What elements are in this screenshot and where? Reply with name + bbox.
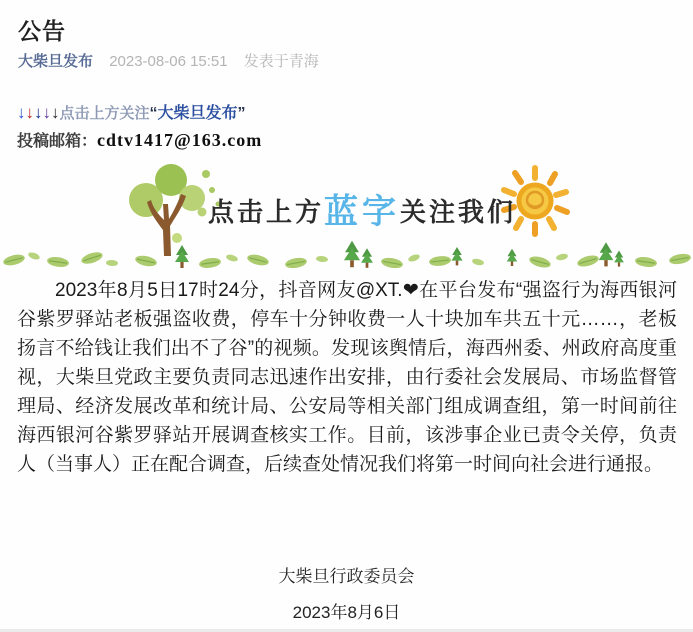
banner-text-after: 关注我们 xyxy=(400,197,517,227)
article-signature: 大柴旦行政委员会 xyxy=(278,567,415,586)
publish-location: 发表于青海 xyxy=(243,53,319,70)
publish-time: 2023-08-06 15:51 xyxy=(109,53,228,70)
down-arrow-icon: ↓ xyxy=(42,103,51,122)
banner-slogan xyxy=(208,182,516,231)
banner-blue-word[interactable]: 蓝字 xyxy=(324,193,401,231)
banner-illustration xyxy=(0,158,693,270)
down-arrow-icon: ↓ xyxy=(25,103,34,122)
close-quote: ” xyxy=(237,105,246,122)
follow-label: 点击上方关注 xyxy=(59,105,150,122)
article-meta xyxy=(18,50,319,71)
email-label: 投稿邮箱： xyxy=(17,133,98,150)
follow-prompt xyxy=(17,100,246,123)
submission-email xyxy=(17,128,262,151)
article-paragraph: 2023年8月5日17时24分，抖音网友@XT.❤在平台发布“强盗行为海西银河谷紫罗驿站老板强盗收费，停车十分钟收费一人十块加车共五十元……，老板扬言不给钱让我们出不了谷”的视频。发现该舆情后，海西州委、州政府高度重视，大柴旦党政主要负责同志迅速作出安排，由行委社会发展局、市场监督管理局、经济发展改革和统计局、公安局等相关部门组成调查组，第一时间前往海西银河谷紫罗驿站开展调查核实工作。目前，该涉事企业已责令关停，负责人（当事人）正在配合调查，后续查处情况我们将第一时间向社会进行通报。 xyxy=(17,280,677,475)
follow-account-name[interactable]: 大柴旦发布 xyxy=(157,105,238,122)
article-date: 2023年8月6日 xyxy=(292,603,401,622)
account-link[interactable]: 大柴旦发布 xyxy=(18,53,94,70)
down-arrow-icon: ↓ xyxy=(51,103,60,122)
banner-text-before: 点击上方 xyxy=(208,197,325,227)
page-title: 公告 xyxy=(18,18,66,44)
down-arrow-icon: ↓ xyxy=(34,103,43,122)
email-address: cdtv1417@163.com xyxy=(97,130,263,150)
open-quote: “ xyxy=(149,105,158,122)
leaf-row-icon xyxy=(0,236,693,270)
down-arrow-icon: ↓ xyxy=(17,103,26,122)
